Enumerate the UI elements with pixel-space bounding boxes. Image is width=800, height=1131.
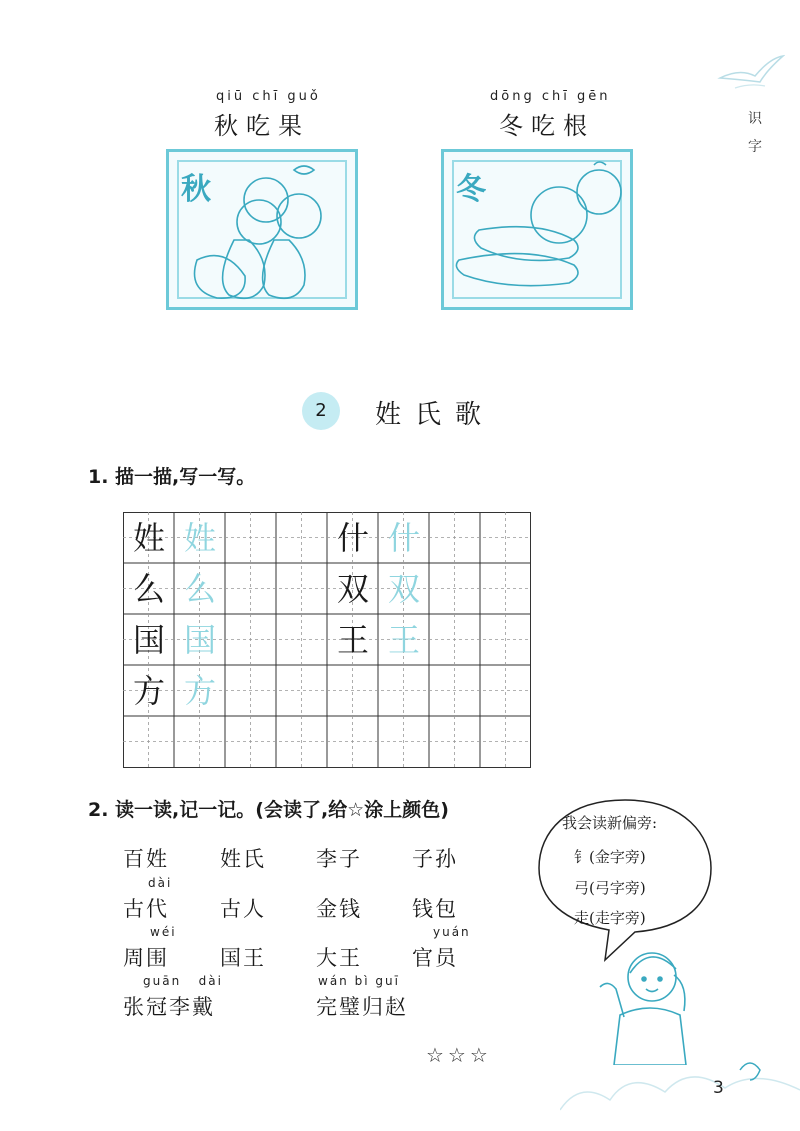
roots-drawing-icon [454, 160, 624, 305]
model-char: 姓 [132, 519, 165, 557]
picture2-pinyin: dōng chī gēn [490, 89, 611, 104]
trace-char[interactable]: 王 [387, 621, 420, 659]
trace-char[interactable]: 双 [387, 570, 420, 608]
word: 钱包 [412, 897, 458, 921]
page-number: 3 [713, 1078, 724, 1098]
word: 子孙 [412, 847, 458, 871]
pinyin-wei: wéi [150, 925, 177, 939]
word: 李子 [316, 847, 362, 871]
picture1-frame [166, 149, 358, 310]
bubble-line: 走(走字旁) [574, 909, 646, 927]
model-char: 方 [132, 672, 165, 710]
picture1-title: 秋吃果 [214, 112, 310, 140]
bubble-line: 弓(弓字旁) [574, 879, 646, 897]
word: 百姓 [123, 847, 169, 871]
bubble-line: 钅(金字旁) [574, 848, 646, 866]
trace-char[interactable]: 姓 [183, 519, 216, 557]
pinyin-dai: dài [148, 876, 173, 890]
trace-char[interactable]: 什 [387, 519, 420, 557]
picture2-frame [441, 149, 633, 310]
pinyin-guan-dai: guān dài [143, 974, 223, 988]
trace-char[interactable]: 方 [183, 672, 216, 710]
side-label-2: 字 [748, 139, 762, 155]
model-char: 么 [132, 570, 165, 608]
side-label-1: 识 [748, 111, 762, 127]
pinyin-wan-bi-gui: wán bì guī [318, 974, 400, 988]
picture2-season-char: 冬 [456, 172, 486, 207]
rating-stars[interactable]: ☆☆☆ [426, 1043, 492, 1067]
picture1-pinyin: qiū chī guǒ [216, 89, 321, 104]
bubble-title: 我会读新偏旁: [562, 814, 658, 832]
word: 金钱 [316, 897, 362, 921]
model-char: 王 [336, 621, 369, 659]
word: 国王 [220, 946, 266, 970]
q2-heading: 2. 读一读,记一记。(会读了,给☆涂上颜色) [88, 799, 449, 821]
word: 官员 [412, 946, 458, 970]
word: 大王 [316, 946, 362, 970]
picture1-season-char: 秋 [181, 172, 211, 207]
fruits-drawing-icon [179, 160, 349, 305]
word: 古人 [220, 897, 266, 921]
lesson-title: 姓氏歌 [375, 400, 496, 430]
trace-char[interactable]: 国 [183, 621, 216, 659]
word: 完璧归赵 [316, 995, 408, 1019]
model-char: 双 [336, 570, 369, 608]
word: 周围 [123, 946, 169, 970]
picture2-title: 冬吃根 [499, 112, 595, 140]
model-char: 什 [336, 519, 369, 557]
word: 姓氏 [220, 847, 266, 871]
word: 张冠李戴 [123, 995, 215, 1019]
cloud-decoration-icon [560, 1040, 800, 1131]
bird-sketch-icon [715, 48, 785, 98]
model-char: 国 [132, 621, 165, 659]
writing-grid [123, 512, 531, 768]
word: 古代 [123, 897, 169, 921]
q1-heading: 1. 描一描,写一写。 [88, 466, 256, 488]
pinyin-yuan: yuán [433, 925, 471, 939]
lesson-number-badge: 2 [302, 392, 340, 430]
trace-char[interactable]: 么 [183, 570, 216, 608]
